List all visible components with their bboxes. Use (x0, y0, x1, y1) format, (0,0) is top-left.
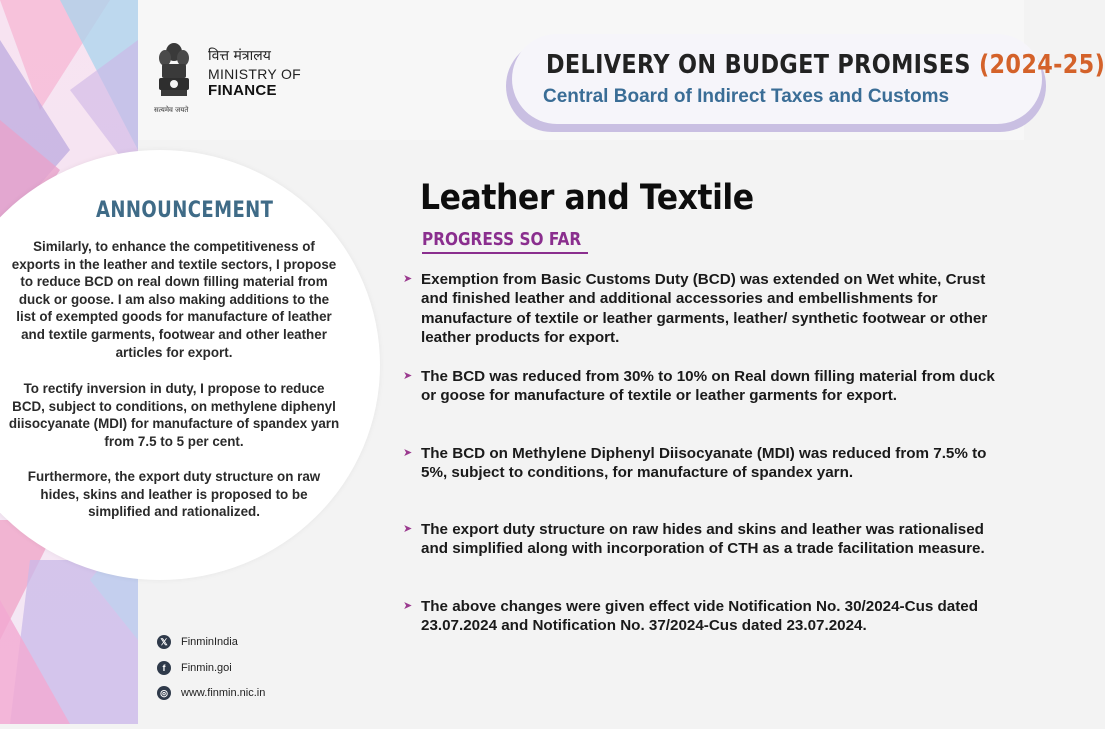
announcement-paragraph: Furthermore, the export duty structure on raw hides, skins and leather is proposed to be simplified and rationalized. (27, 469, 321, 520)
ministry-name-line2: FINANCE (208, 82, 277, 99)
header-title (546, 50, 1105, 80)
emblem-motto: सत्यमेव जयते (154, 106, 189, 114)
social-facebook-handle: Finmin.goi (181, 662, 232, 674)
social-website[interactable] (157, 686, 265, 700)
progress-bullet (403, 367, 1003, 406)
social-website-url: www.finmin.nic.in (181, 687, 266, 699)
arrow-bullet-icon: ➤ (403, 523, 413, 535)
facebook-icon: f (157, 661, 171, 675)
arrow-bullet-icon: ➤ (403, 370, 413, 382)
social-twitter-handle: FinminIndia (181, 636, 238, 648)
x-twitter-icon: 𝕏 (157, 635, 171, 649)
header-title-main: DELIVERY ON BUDGET PROMISES (546, 50, 971, 80)
progress-bullet-text: The export duty structure on raw hides and skins and leather was rationalised and simplified along with incorporation of CTH as a trade facilitation measure. (421, 521, 985, 558)
header-subtitle: Central Board of Indirect Taxes and Customs (543, 86, 950, 107)
ministry-name-line1: MINISTRY OF (208, 66, 302, 82)
social-twitter[interactable] (157, 635, 238, 649)
social-facebook[interactable] (157, 661, 232, 675)
globe-icon: ◎ (157, 686, 171, 700)
progress-bullet (403, 597, 1003, 636)
header-title-year: (2024-25) (978, 50, 1105, 80)
arrow-bullet-icon: ➤ (403, 600, 413, 612)
section-subtitle: PROGRESS SO FAR (422, 229, 582, 250)
progress-bullet-text: Exemption from Basic Customs Duty (BCD) was extended on Wet white, Crust and finished leather and additional accessories and embellishments for manufacture of textile or leather garments, leather/ synthetic footwear or other leather products for export. (421, 271, 988, 347)
progress-bullet (403, 520, 1003, 559)
arrow-bullet-icon: ➤ (403, 447, 413, 459)
progress-bullet-text: The BCD was reduced from 30% to 10% on Real down filling material from duck or goose for manufacture of textile or leather garments for export. (421, 368, 995, 405)
announcement-paragraph: Similarly, to enhance the competitiveness of exports in the leather and textile sectors, I propose to reduce BCD on real down filling material from duck or goose. I am also making additions to the list of exempted goods for manufacture of leather and textile garments, footwear and other leather articles for export. (11, 239, 337, 360)
subtitle-underline (422, 252, 588, 254)
progress-bullet (403, 270, 1003, 348)
arrow-bullet-icon: ➤ (403, 273, 413, 285)
page-title: Leather and Textile (420, 178, 754, 218)
ministry-hindi-name: वित्त मंत्रालय (208, 48, 271, 64)
announcement-title: ANNOUNCEMENT (96, 198, 274, 223)
progress-bullet (403, 444, 1003, 483)
progress-bullet-text: The above changes were given effect vide Notification No. 30/2024-Cus dated 23.07.2024 and Notification No. 37/2024-Cus dated 23.07.2024. (421, 598, 979, 635)
ministry-logo (150, 38, 320, 124)
progress-bullet-text: The BCD on Methylene Diphenyl Diisocyanate (MDI) was reduced from 7.5% to 5%, subject to conditions, for manufacture of spandex yarn. (421, 445, 987, 482)
announcement-paragraph: To rectify inversion in duty, I propose to reduce BCD, subject to conditions, on methylene diphenyl diisocyanate (MDI) for manufacture of spandex yarn from 7.5 to 5 per cent. (8, 381, 340, 449)
